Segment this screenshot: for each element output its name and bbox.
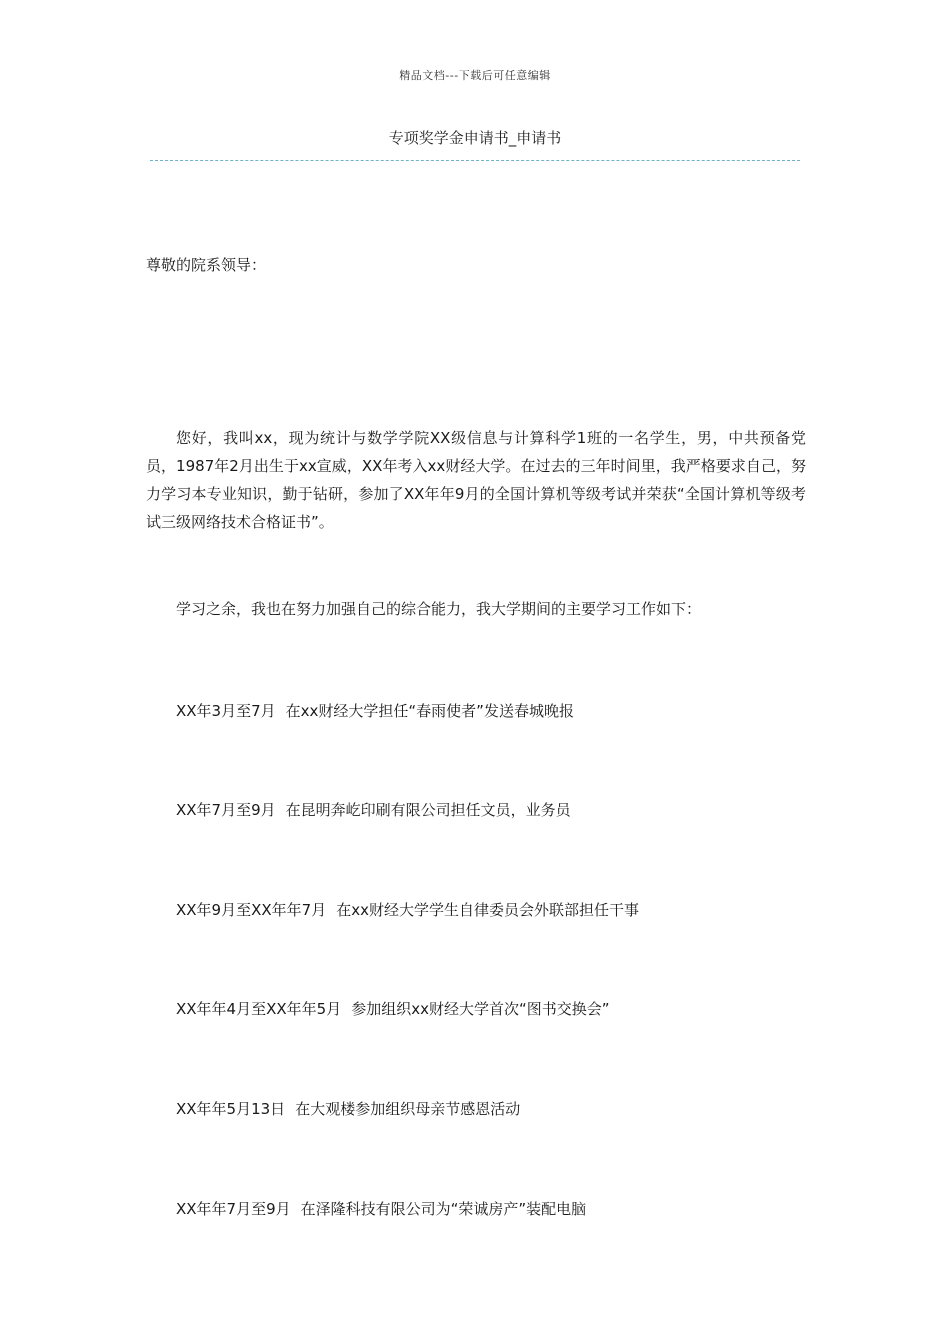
experience-period: XX年年4月至XX年年5月: [176, 1000, 342, 1018]
experience-period: XX年3月至7月: [176, 702, 276, 720]
experience-item: [176, 1198, 586, 1219]
experience-activity: 在xx财经大学担任“春雨使者”发送春城晚报: [285, 702, 574, 720]
experience-period: XX年7月至9月: [176, 801, 276, 819]
document-title: 专项奖学金申请书_申请书: [388, 129, 562, 147]
experience-period: XX年9月至XX年年7月: [176, 901, 327, 919]
experience-item: [176, 1098, 520, 1119]
experience-activity: 在泽隆科技有限公司为“荣诚房产”装配电脑: [300, 1200, 587, 1218]
experience-activity: 参加组织xx财经大学首次“图书交换会”: [351, 1000, 610, 1018]
experience-period: XX年年5月13日: [176, 1100, 286, 1118]
experience-activity: 在昆明奔屹印刷有限公司担任文员，业务员: [285, 801, 571, 819]
experience-activity: 在xx财经大学学生自律委员会外联部担任干事: [336, 901, 639, 919]
page-header-note: 精品文档---下载后可任意编辑: [399, 69, 551, 82]
title-divider: [150, 160, 800, 161]
experience-item: [176, 799, 571, 820]
experience-period: XX年年7月至9月: [176, 1200, 291, 1218]
salutation: 尊敬的院系领导：: [146, 256, 267, 274]
experience-item: [176, 700, 574, 721]
experience-activity: 在大观楼参加组织母亲节感恩活动: [295, 1100, 521, 1118]
lead-paragraph: 学习之余，我也在努力加强自己的综合能力，我大学期间的主要学习工作如下：: [176, 600, 702, 618]
experience-item: [176, 899, 639, 920]
experience-item: [176, 998, 610, 1019]
intro-paragraph: 您好，我叫xx，现为统计与数学学院XX级信息与计算科学1班的一名学生，男，中共预备党员，1987年2月出生于xx宣威，XX年考入xx财经大学。在过去的三年时间里，我严格要求自己，努力学习本专业知识，勤于钻研，参加了XX年年9月的全国计算机等级考试并荣获“全国计算机等级考试三级网络技术合格证书”。: [146, 429, 806, 531]
